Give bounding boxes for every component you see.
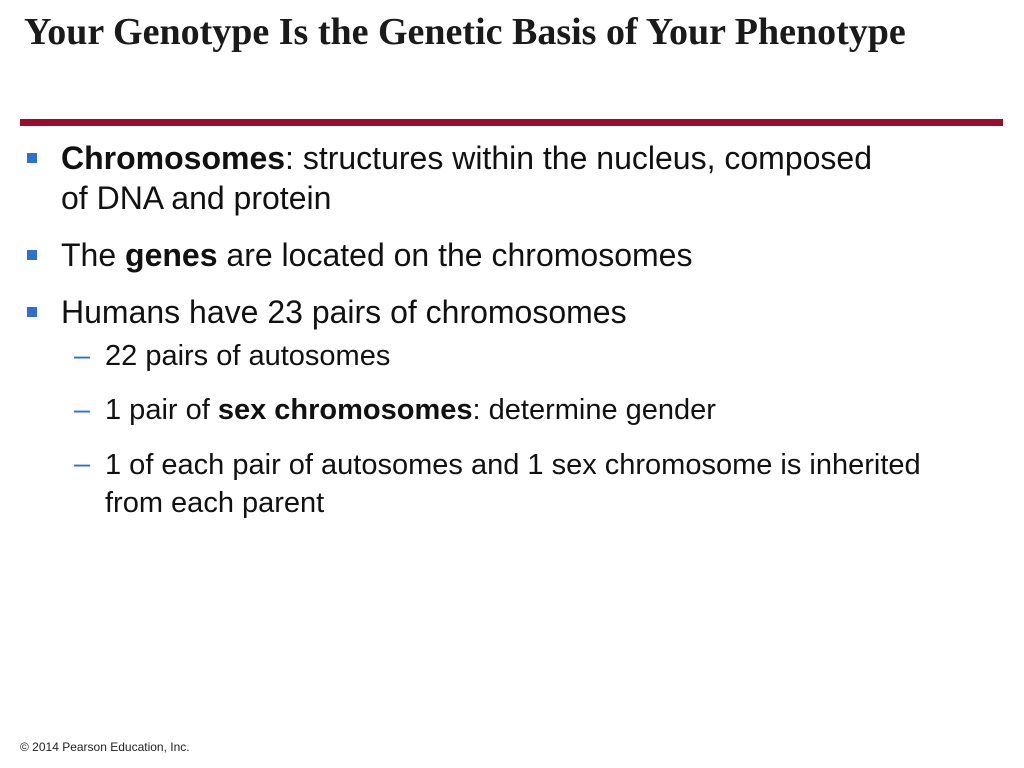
subbullet-prefix: 1 pair of bbox=[105, 394, 218, 426]
bullet-text: : structures within the nucleus, composed of DNA and protein bbox=[61, 140, 872, 216]
dash-bullet-icon: – bbox=[74, 448, 91, 480]
bullet-humans bbox=[0, 292, 891, 332]
square-bullet-icon bbox=[27, 250, 37, 260]
slide-title: Your Genotype Is the Genetic Basis of Your Phenotype bbox=[24, 11, 906, 53]
subbullet-autosomes bbox=[0, 338, 975, 374]
title-divider bbox=[20, 119, 1003, 126]
dash-bullet-icon: – bbox=[74, 394, 91, 426]
bullet-text: Humans have 23 pairs of chromosomes bbox=[61, 294, 627, 330]
bullet-genes bbox=[0, 235, 891, 275]
bullet-text: are located on the chromosomes bbox=[217, 237, 693, 273]
bullet-term: genes bbox=[125, 237, 218, 273]
bullet-chromosomes bbox=[0, 138, 891, 218]
subbullet-text: : determine gender bbox=[472, 394, 716, 426]
square-bullet-icon bbox=[27, 153, 37, 163]
bullet-term: Chromosomes bbox=[61, 140, 286, 176]
subbullet-sex-chromosomes bbox=[0, 392, 975, 428]
subbullet-inheritance bbox=[0, 446, 975, 522]
subbullet-term: sex chromosomes bbox=[217, 394, 473, 426]
dash-bullet-icon: – bbox=[74, 340, 91, 372]
square-bullet-icon bbox=[27, 307, 37, 317]
copyright-footer: © 2014 Pearson Education, Inc. bbox=[20, 740, 190, 754]
slide-content bbox=[0, 138, 1024, 540]
bullet-prefix: The bbox=[61, 237, 126, 273]
subbullet-text: 22 pairs of autosomes bbox=[105, 340, 391, 372]
subbullet-text: 1 of each pair of autosomes and 1 sex chromosome is inherited from each parent bbox=[105, 449, 921, 519]
